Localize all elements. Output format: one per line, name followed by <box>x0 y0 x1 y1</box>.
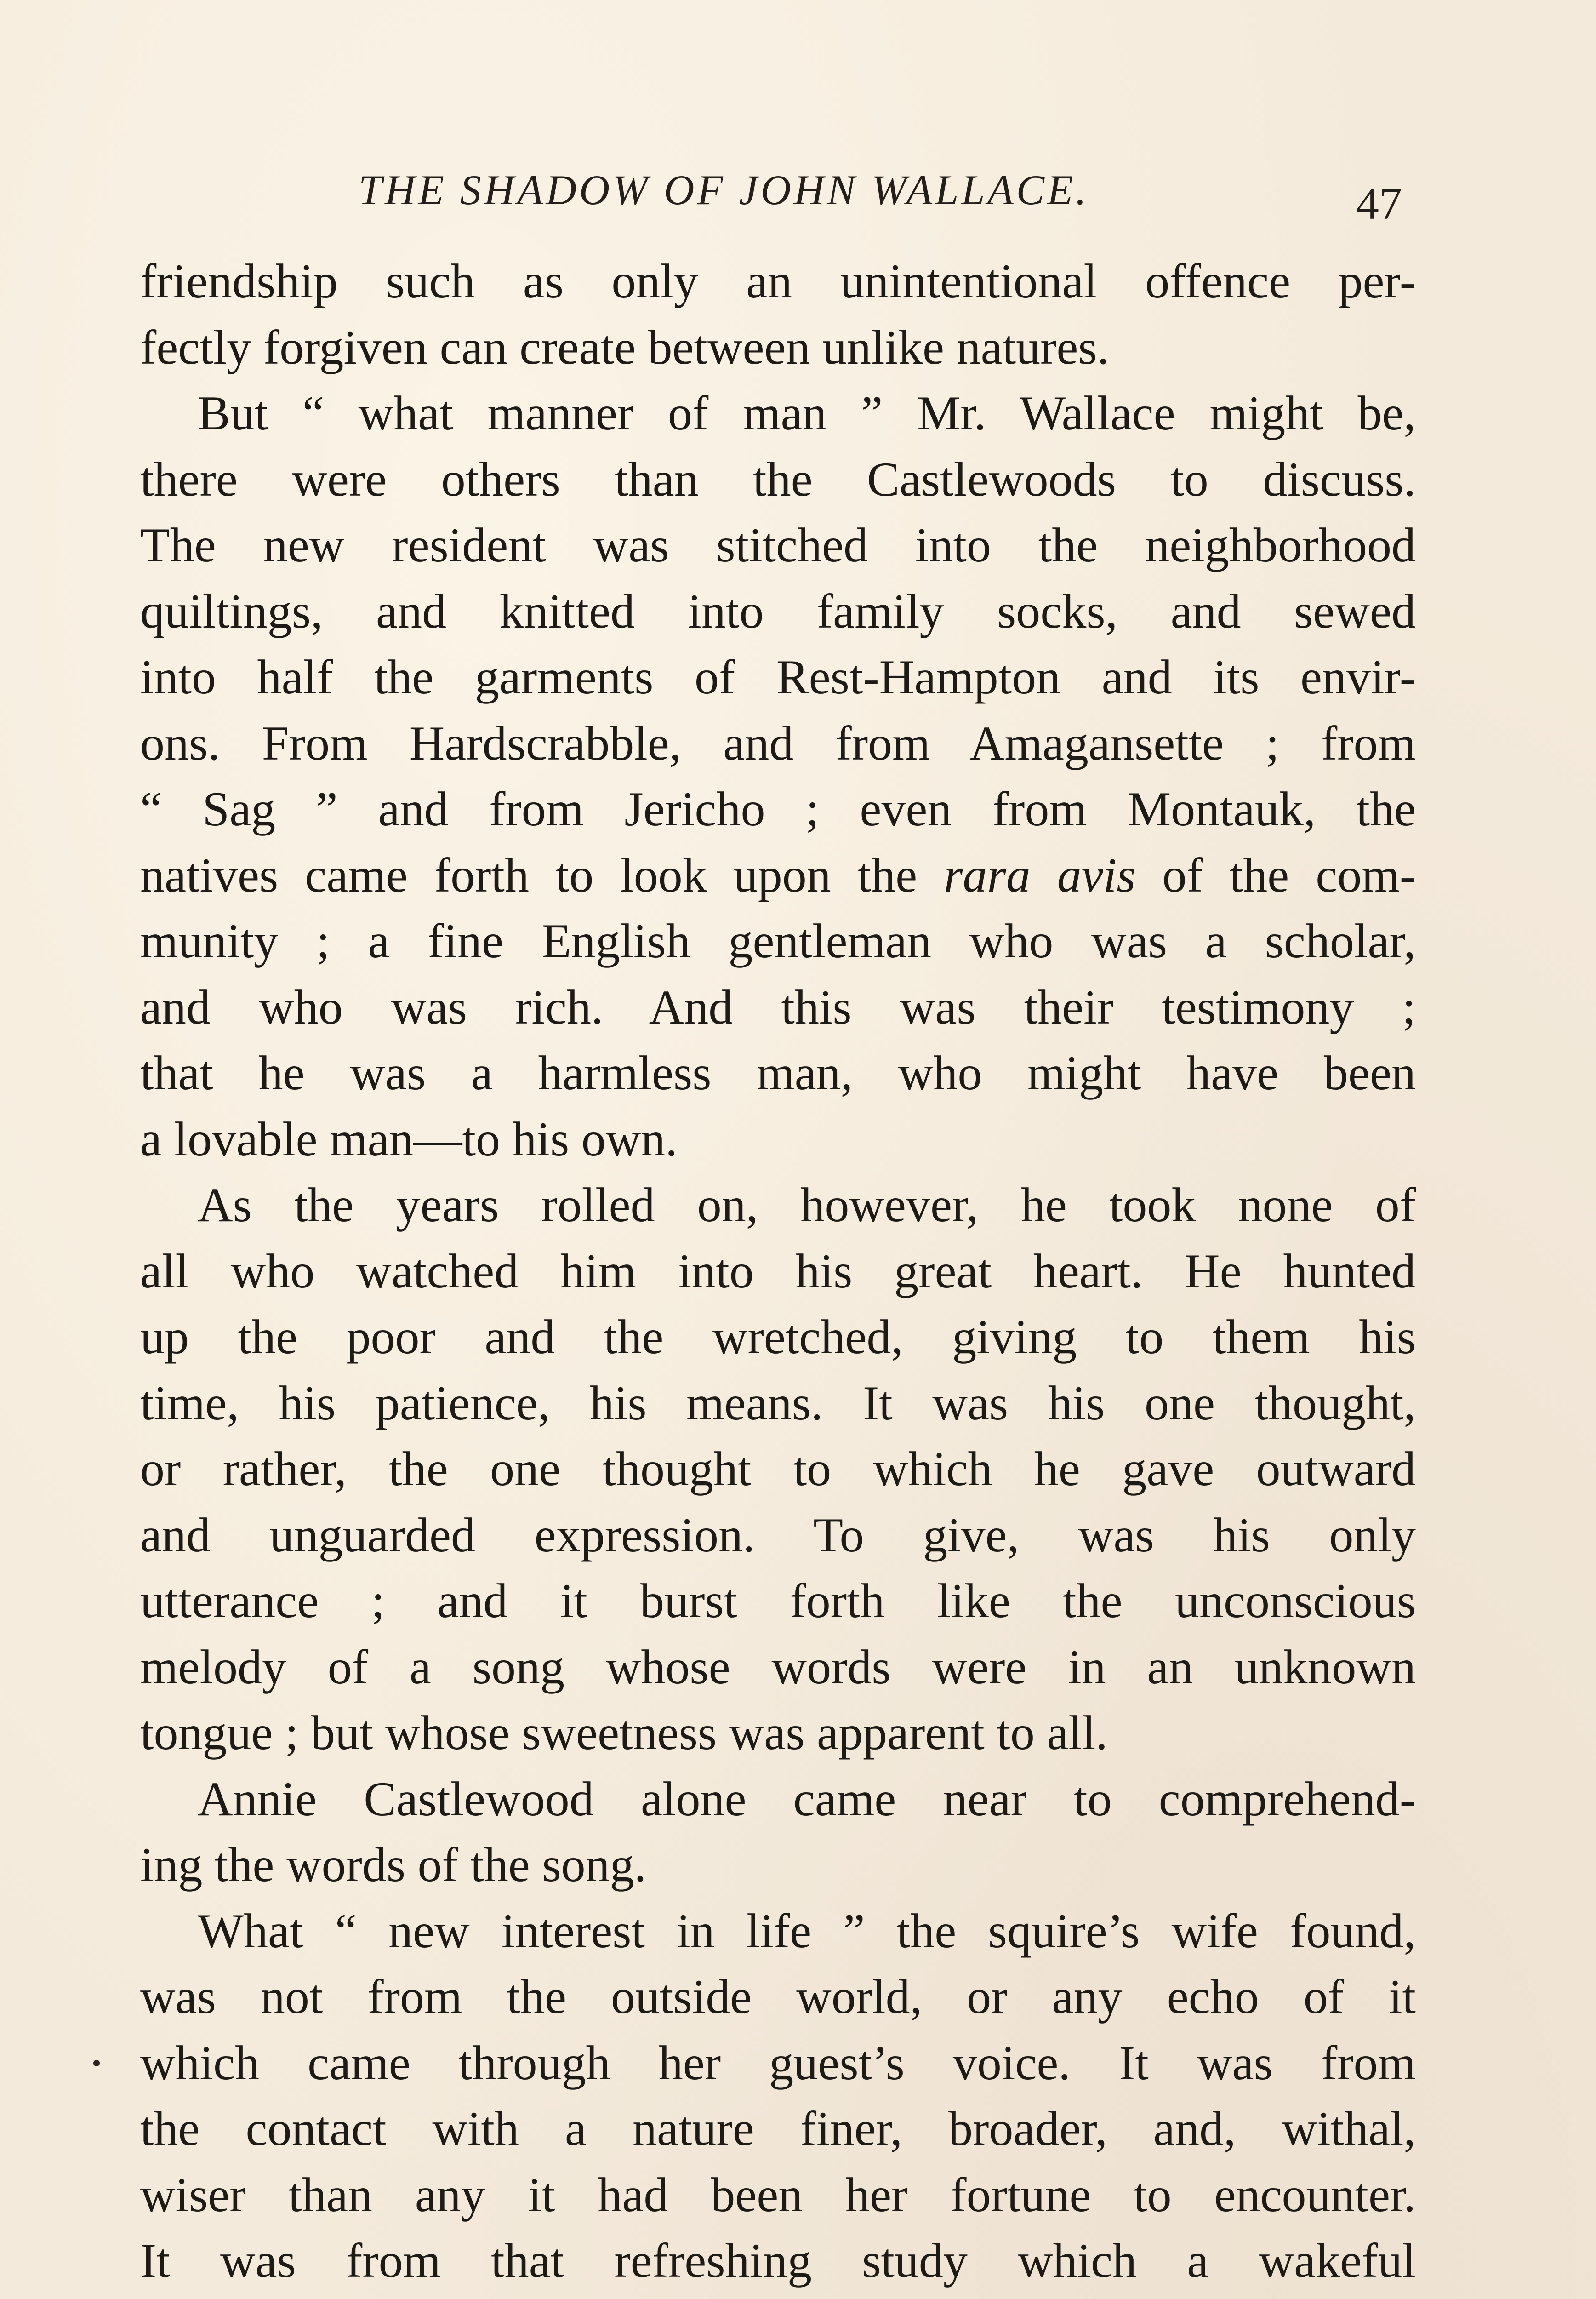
text-line: As the years rolled on, however, he took none of <box>198 1178 1416 1232</box>
text-line: ing the words of the song. <box>140 1838 647 1892</box>
text-line <box>140 2294 1416 2299</box>
text-line: What “ new interest in life ” the squire’s wife found, <box>198 1904 1416 1958</box>
text-line: was not from the outside world, or any echo of it <box>140 1970 1416 2024</box>
text-line: there were others than the Castlewoods to discuss. <box>140 452 1416 506</box>
text-line: time, his patience, his means. It was his one thought, <box>140 1376 1416 1430</box>
text-line: “ Sag ” and from Jericho ; even from Montauk, the <box>140 782 1416 836</box>
text-line: wiser than any it had been her fortune to encounter. <box>140 2167 1416 2222</box>
text-line: Annie Castlewood alone came near to comprehend- <box>198 1772 1416 1826</box>
text-line: which came through her guest’s voice. It was from <box>140 2036 1416 2090</box>
text-line: ons. From Hardscrabble, and from Amagansette ; from <box>140 716 1416 770</box>
text-line: munity ; a fine English gentleman who was a scholar, <box>140 914 1416 968</box>
text-line: utterance ; and it burst forth like the unconscious <box>140 1574 1416 1628</box>
text-line: But “ what manner of man ” Mr. Wallace might be, <box>198 386 1416 440</box>
text-line: and who was rich. And this was their testimony ; <box>140 980 1416 1034</box>
page-number: 47 <box>1356 178 1402 229</box>
text-line: natives came forth to look upon the rara avis of the com- <box>140 848 1416 902</box>
text-line: friendship such as only an unintentional offence per- <box>140 254 1416 308</box>
text-line: that he was a harmless man, who might have been <box>140 1046 1416 1100</box>
text-line: The new resident was stitched into the neighborhood <box>140 518 1416 572</box>
text-line: melody of a song whose words were in an unknown <box>140 1640 1416 1694</box>
text-line: all who watched him into his great heart. He hunted <box>140 1244 1416 1298</box>
margin-dot <box>93 2060 100 2066</box>
body-text <box>140 248 1416 2299</box>
text-line: up the poor and the wretched, giving to them his <box>140 1310 1416 1364</box>
running-title: THE SHADOW OF JOHN WALLACE. <box>359 166 1089 213</box>
text-line: quiltings, and knitted into family socks, and sewed <box>140 584 1416 638</box>
italic-phrase: rara avis <box>944 848 1136 902</box>
text-line: a lovable man—to his own. <box>140 1112 678 1166</box>
text-line: It was from that refreshing study which a wakeful <box>140 2234 1416 2288</box>
text-line: tongue ; but whose sweetness was apparent to all. <box>140 1706 1108 1760</box>
text-line: into half the garments of Rest-Hampton and its envir- <box>140 650 1416 704</box>
text-line: the contact with a nature finer, broader, and, withal, <box>140 2102 1416 2156</box>
text-line: or rather, the one thought to which he gave outward <box>140 1442 1416 1496</box>
text-line: and unguarded expression. To give, was his only <box>140 1508 1416 1562</box>
text-line: fectly forgiven can create between unlike natures. <box>140 320 1110 374</box>
